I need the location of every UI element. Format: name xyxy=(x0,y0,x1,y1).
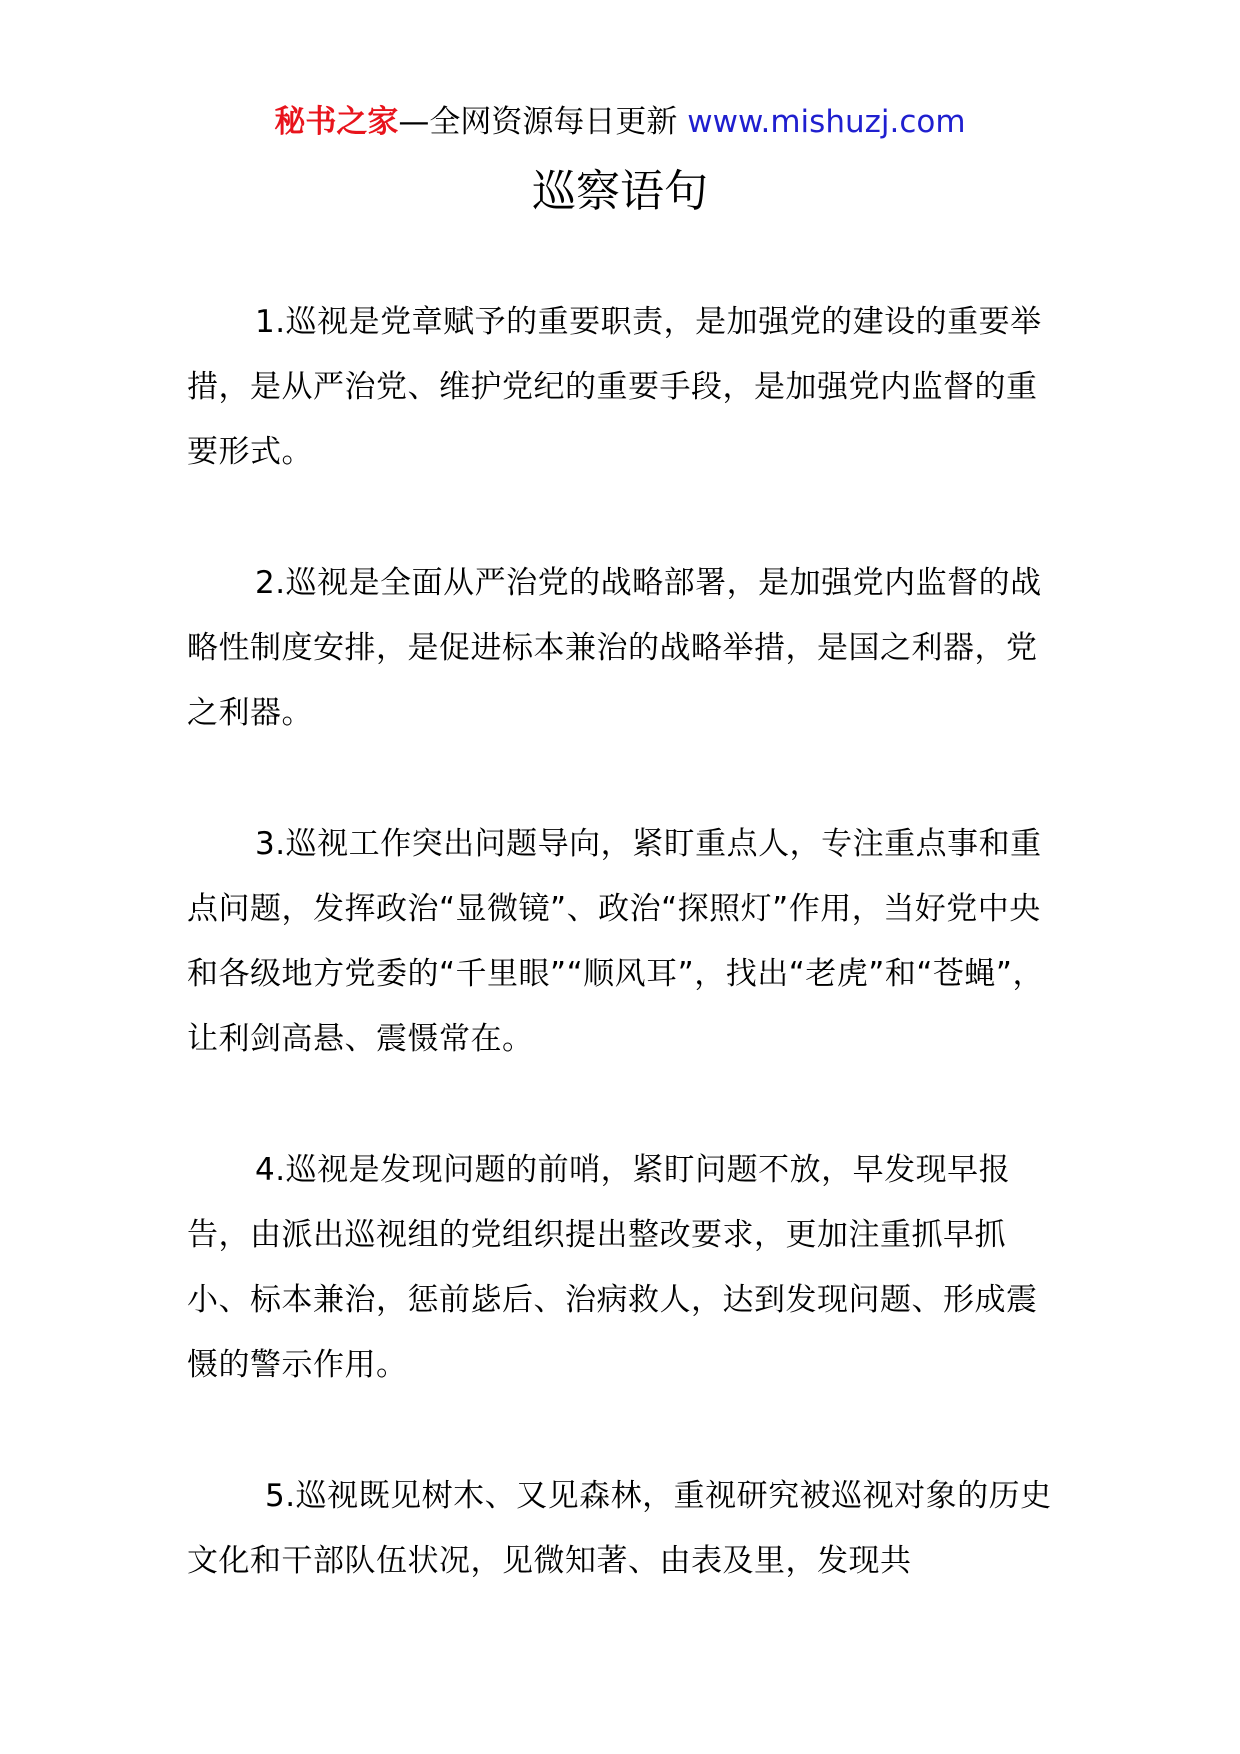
paragraph-2: 2.巡视是全面从严治党的战略部署，是加强党内监督的战略性制度安排，是促进标本兼治的战略举措，是国之利器，党之利器。 xyxy=(187,565,1042,731)
paragraph-3: 3.巡视工作突出问题导向，紧盯重点人，专注重点事和重点问题，发挥政治“显微镜”、政治“探照灯”作用，当好党中央和各级地方党委的“千里眼”“顺风耳”，找出“老虎”和“苍蝇”，让利剑高悬、震慑常在。 xyxy=(187,826,1044,1057)
paragraph-1: 1.巡视是党章赋予的重要职责，是加强党的建设的重要举措，是从严治党、维护党纪的重要手段，是加强党内监督的重要形式。 xyxy=(187,304,1042,470)
document-title: 巡察语句 xyxy=(532,166,708,217)
site-header xyxy=(0,100,1240,144)
document-body xyxy=(187,290,1053,1594)
site-tagline: —全网资源每日更新 xyxy=(398,104,688,140)
site-brand: 秘书之家 xyxy=(274,104,399,140)
paragraph-5: 5.巡视既见树木、又见森林，重视研究被巡视对象的历史文化和干部队伍状况，见微知著、由表及里，发现共 xyxy=(187,1478,1052,1579)
site-url-link[interactable]: www.mishuzj.com xyxy=(687,104,966,140)
paragraph-4: 4.巡视是发现问题的前哨，紧盯问题不放，早发现早报告，由派出巡视组的党组织提出整改要求，更加注重抓早抓小、标本兼治，惩前毖后、治病救人，达到发现问题、形成震慑的警示作用。 xyxy=(187,1152,1038,1383)
